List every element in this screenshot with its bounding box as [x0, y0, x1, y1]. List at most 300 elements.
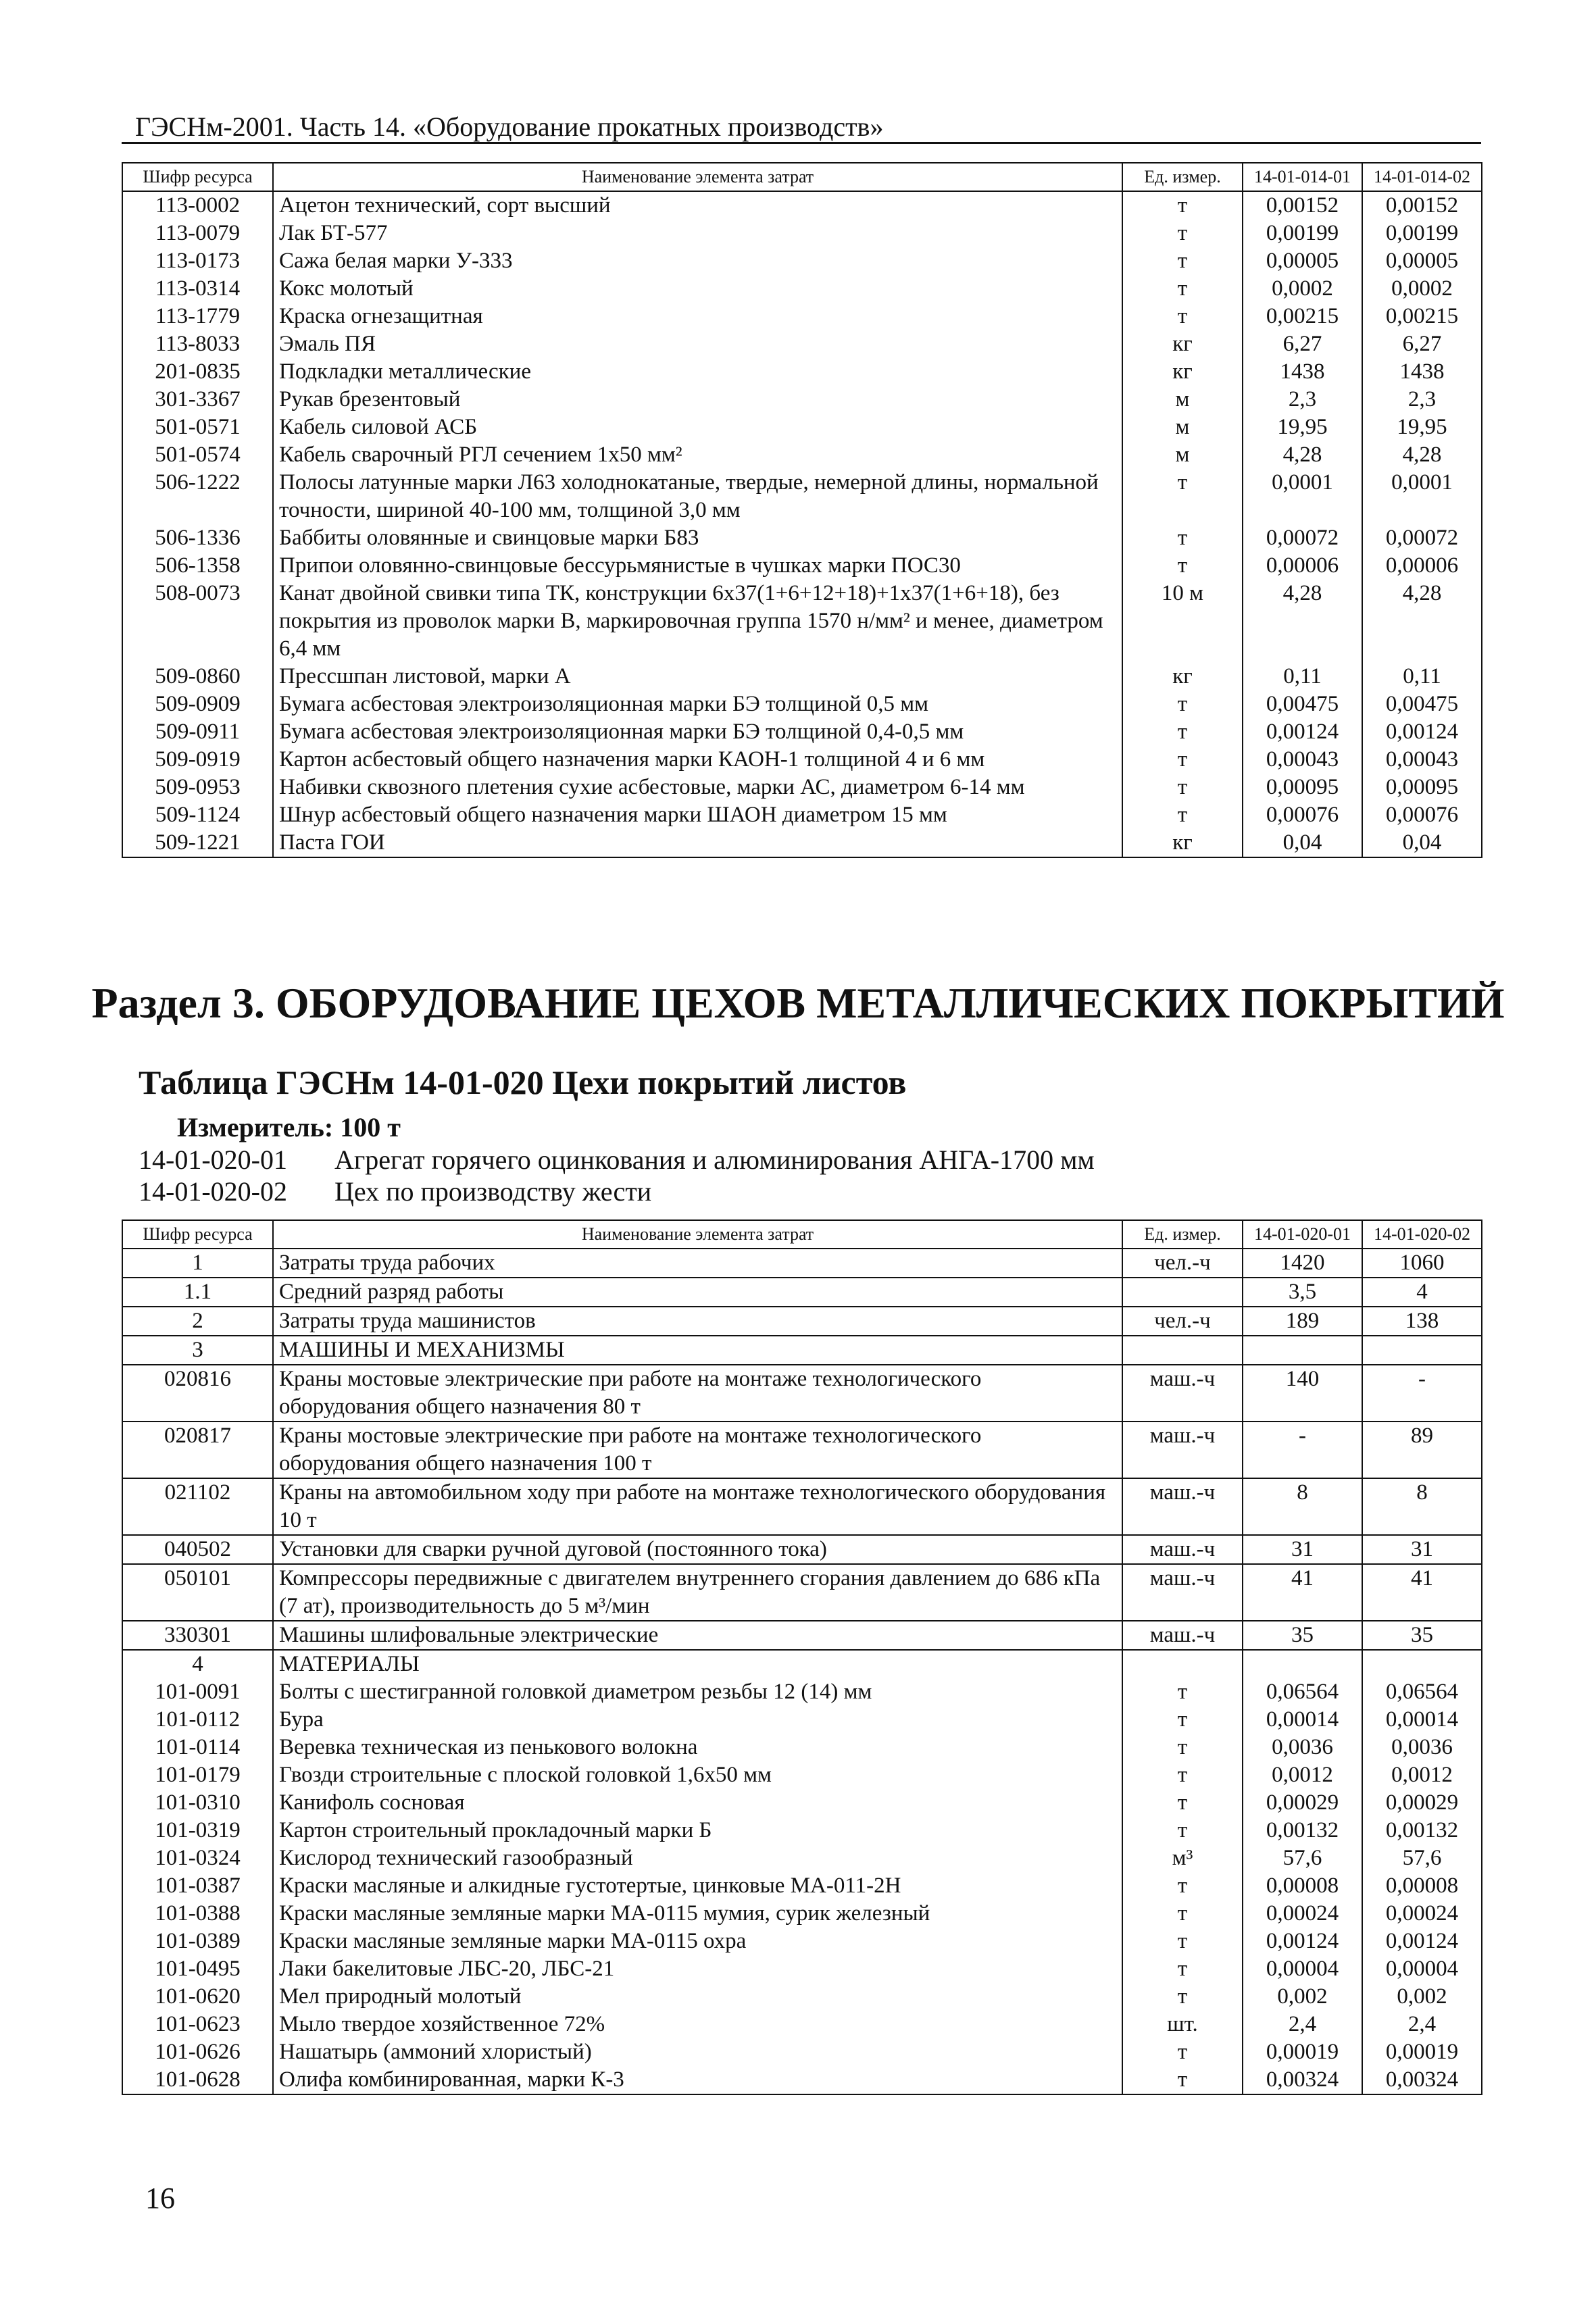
- table-row: [122, 1336, 1482, 1365]
- cell-code: 1: [122, 1249, 273, 1278]
- cell-value-a: 1420: [1243, 1249, 1362, 1278]
- cell-unit: кг: [1122, 829, 1243, 857]
- cell-value-b: 4: [1362, 1278, 1482, 1307]
- cell-unit: т: [1122, 1706, 1243, 1734]
- cell-unit: т: [1122, 1872, 1243, 1900]
- variant-text: Агрегат горячего оцинкования и алюминирования АНГА-1700 мм: [334, 1145, 1095, 1175]
- cell-code: 506-1358: [122, 552, 273, 580]
- cell-name: Паста ГОИ: [273, 829, 1122, 857]
- cell-name: Бумага асбестовая электроизоляционная марки БЭ толщиной 0,5 мм: [273, 690, 1122, 718]
- cell-name: Бура: [273, 1706, 1122, 1734]
- cell-name: Краны на автомобильном ходу при работе на монтаже технологического оборудования 10 т: [273, 1478, 1122, 1535]
- cell-unit: т: [1122, 1928, 1243, 1955]
- table-row: [122, 580, 1482, 663]
- cell-value-b: 19,95: [1362, 413, 1482, 441]
- cell-name: Лак БТ-577: [273, 220, 1122, 247]
- cell-code: 040502: [122, 1535, 273, 1564]
- table-row: [122, 801, 1482, 829]
- column-header-b: 14-01-020-02: [1362, 1220, 1482, 1249]
- table-row: [122, 220, 1482, 247]
- cell-value-b: 0,00072: [1362, 524, 1482, 552]
- cell-code: 101-0388: [122, 1900, 273, 1928]
- cell-code: 113-0079: [122, 220, 273, 247]
- cell-value-b: 41: [1362, 1564, 1482, 1621]
- cell-unit: т: [1122, 247, 1243, 275]
- cell-code: 101-0179: [122, 1761, 273, 1789]
- cell-code: 021102: [122, 1478, 273, 1535]
- table-row: [122, 663, 1482, 690]
- cell-value-a: 0,06564: [1243, 1678, 1362, 1706]
- cell-value-a: [1243, 1336, 1362, 1365]
- cell-unit: т: [1122, 1900, 1243, 1928]
- cell-code: 113-0173: [122, 247, 273, 275]
- cell-code: 509-1221: [122, 829, 273, 857]
- cell-unit: т: [1122, 1734, 1243, 1761]
- cell-name: Кокс молотый: [273, 275, 1122, 303]
- table-row: [122, 1983, 1482, 2011]
- cell-value-b: 0,00006: [1362, 552, 1482, 580]
- cell-name: Бумага асбестовая электроизоляционная марки БЭ толщиной 0,4-0,5 мм: [273, 718, 1122, 746]
- cell-value-a: 35: [1243, 1621, 1362, 1650]
- cell-unit: т: [1122, 1789, 1243, 1817]
- cell-value-a: 0,00475: [1243, 690, 1362, 718]
- column-header-name: Наименование элемента затрат: [273, 163, 1122, 191]
- cell-value-b: [1362, 1650, 1482, 1678]
- measure-line: [177, 1111, 401, 1143]
- cell-value-b: 0,00024: [1362, 1900, 1482, 1928]
- table-row: [122, 1621, 1482, 1650]
- cell-unit: т: [1122, 1761, 1243, 1789]
- cell-name: Кислород технический газообразный: [273, 1844, 1122, 1872]
- cell-value-a: 140: [1243, 1365, 1362, 1422]
- cell-code: 101-0091: [122, 1678, 273, 1706]
- cell-value-a: 0,00199: [1243, 220, 1362, 247]
- cell-code: 101-0626: [122, 2038, 273, 2066]
- cell-unit: 10 м: [1122, 580, 1243, 663]
- cell-value-b: -: [1362, 1365, 1482, 1422]
- cell-value-a: 0,0036: [1243, 1734, 1362, 1761]
- cell-value-b: 0,00004: [1362, 1955, 1482, 1983]
- column-header-unit: Ед. измер.: [1122, 1220, 1243, 1249]
- cell-value-a: 0,11: [1243, 663, 1362, 690]
- table-row: [122, 1478, 1482, 1535]
- cell-value-b: 0,06564: [1362, 1678, 1482, 1706]
- cell-code: 020817: [122, 1422, 273, 1478]
- cell-unit: [1122, 1336, 1243, 1365]
- cell-value-b: 0,00043: [1362, 746, 1482, 774]
- table-row: [122, 386, 1482, 413]
- variant-code: 14-01-020-02: [139, 1176, 287, 1207]
- table-body: [122, 191, 1482, 857]
- cell-value-b: 35: [1362, 1621, 1482, 1650]
- cell-unit: [1122, 1650, 1243, 1678]
- cell-unit: т: [1122, 552, 1243, 580]
- cell-unit: т: [1122, 220, 1243, 247]
- cell-value-a: 0,00152: [1243, 191, 1362, 220]
- cell-unit: м: [1122, 413, 1243, 441]
- cell-value-b: 0,00014: [1362, 1706, 1482, 1734]
- cell-value-a: 0,00006: [1243, 552, 1362, 580]
- cell-value-a: -: [1243, 1422, 1362, 1478]
- cell-value-b: 8: [1362, 1478, 1482, 1535]
- cell-code: 101-0114: [122, 1734, 273, 1761]
- cell-unit: маш.-ч: [1122, 1422, 1243, 1478]
- cell-value-b: 0,002: [1362, 1983, 1482, 2011]
- cell-value-b: 0,0036: [1362, 1734, 1482, 1761]
- table-row: [122, 1307, 1482, 1336]
- cell-name: Веревка техническая из пенькового волокна: [273, 1734, 1122, 1761]
- cell-value-a: 57,6: [1243, 1844, 1362, 1872]
- cell-value-b: 4,28: [1362, 441, 1482, 469]
- cell-unit: кг: [1122, 663, 1243, 690]
- cell-code: 4: [122, 1650, 273, 1678]
- cell-unit: т: [1122, 746, 1243, 774]
- cell-value-a: 4,28: [1243, 441, 1362, 469]
- table-row: [122, 1365, 1482, 1422]
- table-row: [122, 524, 1482, 552]
- cell-name: Ацетон технический, сорт высший: [273, 191, 1122, 220]
- cell-code: 509-0953: [122, 774, 273, 801]
- cell-value-a: 3,5: [1243, 1278, 1362, 1307]
- cell-code: 509-0919: [122, 746, 273, 774]
- table-row: [122, 1817, 1482, 1844]
- cell-value-b: 31: [1362, 1535, 1482, 1564]
- cell-code: 050101: [122, 1564, 273, 1621]
- cell-value-b: 2,4: [1362, 2011, 1482, 2038]
- cell-value-a: 0,00124: [1243, 718, 1362, 746]
- column-header-a: 14-01-020-01: [1243, 1220, 1362, 1249]
- cell-unit: шт.: [1122, 2011, 1243, 2038]
- column-header-a: 14-01-014-01: [1243, 163, 1362, 191]
- cell-name: Нашатырь (аммоний хлористый): [273, 2038, 1122, 2066]
- cell-value-b: 0,00076: [1362, 801, 1482, 829]
- measure-label: Измеритель:: [177, 1112, 334, 1142]
- table-row: [122, 2011, 1482, 2038]
- table-row: [122, 1422, 1482, 1478]
- cell-name: Средний разряд работы: [273, 1278, 1122, 1307]
- cell-unit: чел.-ч: [1122, 1307, 1243, 1336]
- cell-code: 113-0314: [122, 275, 273, 303]
- cell-value-a: 0,00215: [1243, 303, 1362, 330]
- cell-value-b: 0,00199: [1362, 220, 1482, 247]
- cell-value-b: [1362, 1336, 1482, 1365]
- cell-value-b: 89: [1362, 1422, 1482, 1478]
- cell-value-b: 57,6: [1362, 1844, 1482, 1872]
- cell-name: Краны мостовые электрические при работе на монтаже технологического оборудования общего назначения 100 т: [273, 1422, 1122, 1478]
- cell-value-a: 0,00132: [1243, 1817, 1362, 1844]
- table-row: [122, 774, 1482, 801]
- cell-value-a: 31: [1243, 1535, 1362, 1564]
- cell-value-a: 1438: [1243, 358, 1362, 386]
- cell-name: Мыло твердое хозяйственное 72%: [273, 2011, 1122, 2038]
- cell-unit: маш.-ч: [1122, 1478, 1243, 1535]
- table-row: [122, 2066, 1482, 2094]
- cell-name: МАШИНЫ И МЕХАНИЗМЫ: [273, 1336, 1122, 1365]
- cell-name: Припои оловянно-свинцовые бессурьмянистые в чушках марки ПОС30: [273, 552, 1122, 580]
- cell-value-b: 2,3: [1362, 386, 1482, 413]
- cell-unit: т: [1122, 275, 1243, 303]
- cell-name: Краны мостовые электрические при работе на монтаже технологического оборудования общего назначения 80 т: [273, 1365, 1122, 1422]
- cell-value-a: 0,00008: [1243, 1872, 1362, 1900]
- cell-value-b: 0,0002: [1362, 275, 1482, 303]
- column-header-name: Наименование элемента затрат: [273, 1220, 1122, 1249]
- table-row: [122, 303, 1482, 330]
- variant-code: 14-01-020-01: [139, 1145, 287, 1175]
- cell-value-a: 0,00005: [1243, 247, 1362, 275]
- cell-value-b: 1060: [1362, 1249, 1482, 1278]
- table-row: [122, 1761, 1482, 1789]
- cell-code: 101-0620: [122, 1983, 273, 2011]
- table-row: [122, 275, 1482, 303]
- cell-unit: т: [1122, 1678, 1243, 1706]
- cell-name: Болты с шестигранной головкой диаметром резьбы 12 (14) мм: [273, 1678, 1122, 1706]
- cell-name: Компрессоры передвижные с двигателем внутреннего сгорания давлением до 686 кПа (7 ат), производительность до 5 м³/мин: [273, 1564, 1122, 1621]
- cell-value-a: 0,0002: [1243, 275, 1362, 303]
- column-header-unit: Ед. измер.: [1122, 163, 1243, 191]
- cell-value-a: 0,00014: [1243, 1706, 1362, 1734]
- cell-code: 3: [122, 1336, 273, 1365]
- cell-name: Подкладки металлические: [273, 358, 1122, 386]
- cell-unit: т: [1122, 303, 1243, 330]
- cell-value-a: 2,4: [1243, 2011, 1362, 2038]
- table-row: [122, 1928, 1482, 1955]
- cell-code: 101-0324: [122, 1844, 273, 1872]
- table-row: [122, 1564, 1482, 1621]
- table-row: [122, 1535, 1482, 1564]
- cell-value-a: 41: [1243, 1564, 1362, 1621]
- table-row: [122, 1278, 1482, 1307]
- cell-code: 101-0112: [122, 1706, 273, 1734]
- cell-value-b: 4,28: [1362, 580, 1482, 663]
- cell-unit: кг: [1122, 330, 1243, 358]
- cell-code: 113-8033: [122, 330, 273, 358]
- cell-code: 101-0495: [122, 1955, 273, 1983]
- cell-value-b: 0,0012: [1362, 1761, 1482, 1789]
- cell-code: 506-1336: [122, 524, 273, 552]
- cell-name: Сажа белая марки У-333: [273, 247, 1122, 275]
- cell-value-a: 6,27: [1243, 330, 1362, 358]
- cell-unit: т: [1122, 718, 1243, 746]
- cell-value-a: 0,00072: [1243, 524, 1362, 552]
- table-row: [122, 2038, 1482, 2066]
- cell-value-b: 0,00215: [1362, 303, 1482, 330]
- cell-code: 509-0860: [122, 663, 273, 690]
- cell-value-a: 0,04: [1243, 829, 1362, 857]
- cell-value-a: 0,00124: [1243, 1928, 1362, 1955]
- cell-unit: маш.-ч: [1122, 1535, 1243, 1564]
- column-header-b: 14-01-014-02: [1362, 163, 1482, 191]
- header-rule: [122, 142, 1481, 144]
- measure-value: 100 т: [340, 1112, 401, 1142]
- cell-name: Картон строительный прокладочный марки Б: [273, 1817, 1122, 1844]
- variant-line: [139, 1176, 651, 1207]
- cell-code: 113-0002: [122, 191, 273, 220]
- page-number: 16: [145, 2182, 175, 2215]
- cell-unit: т: [1122, 1983, 1243, 2011]
- table-row: [122, 1900, 1482, 1928]
- cell-value-b: 0,04: [1362, 829, 1482, 857]
- cell-unit: маш.-ч: [1122, 1621, 1243, 1650]
- table-row: [122, 690, 1482, 718]
- table-row: [122, 1955, 1482, 1983]
- resources-table-2: [122, 1219, 1482, 2095]
- variant-text: Цех по производству жести: [334, 1176, 652, 1207]
- table-row: [122, 191, 1482, 220]
- cell-name: Полосы латунные марки Л63 холоднокатаные, твердые, немерной длины, нормальной точности, шириной 40-100 мм, толщиной 3,0 мм: [273, 469, 1122, 524]
- table-row: [122, 1678, 1482, 1706]
- cell-unit: маш.-ч: [1122, 1365, 1243, 1422]
- cell-unit: кг: [1122, 358, 1243, 386]
- cell-value-a: 0,00324: [1243, 2066, 1362, 2094]
- cell-value-b: 0,00019: [1362, 2038, 1482, 2066]
- cell-value-a: 0,00095: [1243, 774, 1362, 801]
- cell-code: 330301: [122, 1621, 273, 1650]
- table-row: [122, 1734, 1482, 1761]
- cell-code: 020816: [122, 1365, 273, 1422]
- cell-unit: м: [1122, 386, 1243, 413]
- cell-name: Краски масляные земляные марки МА-0115 охра: [273, 1928, 1122, 1955]
- cell-name: Затраты труда машинистов: [273, 1307, 1122, 1336]
- table-row: [122, 469, 1482, 524]
- cell-code: 506-1222: [122, 469, 273, 524]
- cell-name: Мел природный молотый: [273, 1983, 1122, 2011]
- cell-value-b: 0,00132: [1362, 1817, 1482, 1844]
- cell-code: 2: [122, 1307, 273, 1336]
- cell-name: МАТЕРИАЛЫ: [273, 1650, 1122, 1678]
- column-header-code: Шифр ресурса: [122, 163, 273, 191]
- cell-value-b: 6,27: [1362, 330, 1482, 358]
- cell-code: 101-0628: [122, 2066, 273, 2094]
- table-row: [122, 1789, 1482, 1817]
- cell-value-a: 0,002: [1243, 1983, 1362, 2011]
- table-row: [122, 1706, 1482, 1734]
- table-body: [122, 1249, 1482, 2094]
- cell-name: Баббиты оловянные и свинцовые марки Б83: [273, 524, 1122, 552]
- cell-value-b: 0,00475: [1362, 690, 1482, 718]
- cell-value-a: 0,00029: [1243, 1789, 1362, 1817]
- cell-code: 201-0835: [122, 358, 273, 386]
- cell-name: Эмаль ПЯ: [273, 330, 1122, 358]
- cell-value-b: 0,00005: [1362, 247, 1482, 275]
- cell-value-b: 0,0001: [1362, 469, 1482, 524]
- cell-code: 509-0911: [122, 718, 273, 746]
- cell-code: 501-0574: [122, 441, 273, 469]
- table-row: [122, 413, 1482, 441]
- cell-value-b: 0,00008: [1362, 1872, 1482, 1900]
- cell-value-b: 0,00124: [1362, 1928, 1482, 1955]
- cell-name: Рукав брезентовый: [273, 386, 1122, 413]
- column-header-code: Шифр ресурса: [122, 1220, 273, 1249]
- cell-name: Кабель силовой АСБ: [273, 413, 1122, 441]
- cell-value-b: 0,00152: [1362, 191, 1482, 220]
- table-title: Таблица ГЭСНм 14-01-020 Цехи покрытий листов: [139, 1063, 907, 1101]
- cell-name: Краска огнезащитная: [273, 303, 1122, 330]
- cell-code: 101-0387: [122, 1872, 273, 1900]
- table-row: [122, 552, 1482, 580]
- cell-unit: т: [1122, 469, 1243, 524]
- cell-unit: т: [1122, 2066, 1243, 2094]
- cell-unit: м: [1122, 441, 1243, 469]
- cell-value-a: 0,00076: [1243, 801, 1362, 829]
- cell-value-a: 0,0001: [1243, 469, 1362, 524]
- cell-value-a: 2,3: [1243, 386, 1362, 413]
- cell-name: Краски масляные и алкидные густотертые, цинковые МА-011-2Н: [273, 1872, 1122, 1900]
- cell-value-a: 189: [1243, 1307, 1362, 1336]
- table-row: [122, 441, 1482, 469]
- table-row: [122, 247, 1482, 275]
- cell-value-b: 0,11: [1362, 663, 1482, 690]
- cell-value-b: 1438: [1362, 358, 1482, 386]
- cell-value-a: [1243, 1650, 1362, 1678]
- cell-value-b: 0,00095: [1362, 774, 1482, 801]
- cell-unit: т: [1122, 774, 1243, 801]
- cell-name: Прессшпан листовой, марки А: [273, 663, 1122, 690]
- cell-value-b: 0,00029: [1362, 1789, 1482, 1817]
- section-title: Раздел 3. ОБОРУДОВАНИЕ ЦЕХОВ МЕТАЛЛИЧЕСКИХ ПОКРЫТИЙ: [91, 979, 1505, 1027]
- resources-table-1: [122, 162, 1482, 858]
- cell-code: 301-3367: [122, 386, 273, 413]
- cell-value-a: 0,00019: [1243, 2038, 1362, 2066]
- table-row: [122, 829, 1482, 857]
- cell-name: Кабель сварочный РГЛ сечением 1х50 мм²: [273, 441, 1122, 469]
- cell-name: Установки для сварки ручной дуговой (постоянного тока): [273, 1535, 1122, 1564]
- cell-name: Машины шлифовальные электрические: [273, 1621, 1122, 1650]
- cell-value-a: 19,95: [1243, 413, 1362, 441]
- cell-code: 101-0623: [122, 2011, 273, 2038]
- cell-name: Затраты труда рабочих: [273, 1249, 1122, 1278]
- cell-unit: маш.-ч: [1122, 1564, 1243, 1621]
- cell-unit: т: [1122, 2038, 1243, 2066]
- cell-name: Шнур асбестовый общего назначения марки ШАОН диаметром 15 мм: [273, 801, 1122, 829]
- table-row: [122, 1650, 1482, 1678]
- cell-value-a: 0,00043: [1243, 746, 1362, 774]
- table-header-row: [122, 163, 1482, 191]
- cell-unit: [1122, 1278, 1243, 1307]
- table-row: [122, 330, 1482, 358]
- cell-value-a: 0,00024: [1243, 1900, 1362, 1928]
- cell-name: Канифоль сосновая: [273, 1789, 1122, 1817]
- cell-code: 1.1: [122, 1278, 273, 1307]
- cell-name: Набивки сквозного плетения сухие асбестовые, марки АС, диаметром 6-14 мм: [273, 774, 1122, 801]
- cell-code: 101-0319: [122, 1817, 273, 1844]
- cell-unit: т: [1122, 524, 1243, 552]
- cell-value-b: 0,00324: [1362, 2066, 1482, 2094]
- cell-value-a: 0,0012: [1243, 1761, 1362, 1789]
- cell-code: 501-0571: [122, 413, 273, 441]
- cell-value-a: 8: [1243, 1478, 1362, 1535]
- table-header-row: [122, 1220, 1482, 1249]
- cell-value-b: 138: [1362, 1307, 1482, 1336]
- table-row: [122, 718, 1482, 746]
- cell-unit: т: [1122, 690, 1243, 718]
- table-row: [122, 1844, 1482, 1872]
- cell-name: Гвозди строительные с плоской головкой 1,6х50 мм: [273, 1761, 1122, 1789]
- cell-code: 509-0909: [122, 690, 273, 718]
- cell-name: Олифа комбинированная, марки К-3: [273, 2066, 1122, 2094]
- table-row: [122, 358, 1482, 386]
- table-row: [122, 746, 1482, 774]
- cell-unit: т: [1122, 801, 1243, 829]
- cell-value-b: 0,00124: [1362, 718, 1482, 746]
- cell-code: 101-0389: [122, 1928, 273, 1955]
- cell-name: Краски масляные земляные марки МА-0115 мумия, сурик железный: [273, 1900, 1122, 1928]
- cell-unit: т: [1122, 1955, 1243, 1983]
- cell-unit: т: [1122, 191, 1243, 220]
- table-row: [122, 1872, 1482, 1900]
- table-row: [122, 1249, 1482, 1278]
- running-header: ГЭСНм-2001. Часть 14. «Оборудование прокатных производств»: [135, 111, 884, 142]
- cell-code: 508-0073: [122, 580, 273, 663]
